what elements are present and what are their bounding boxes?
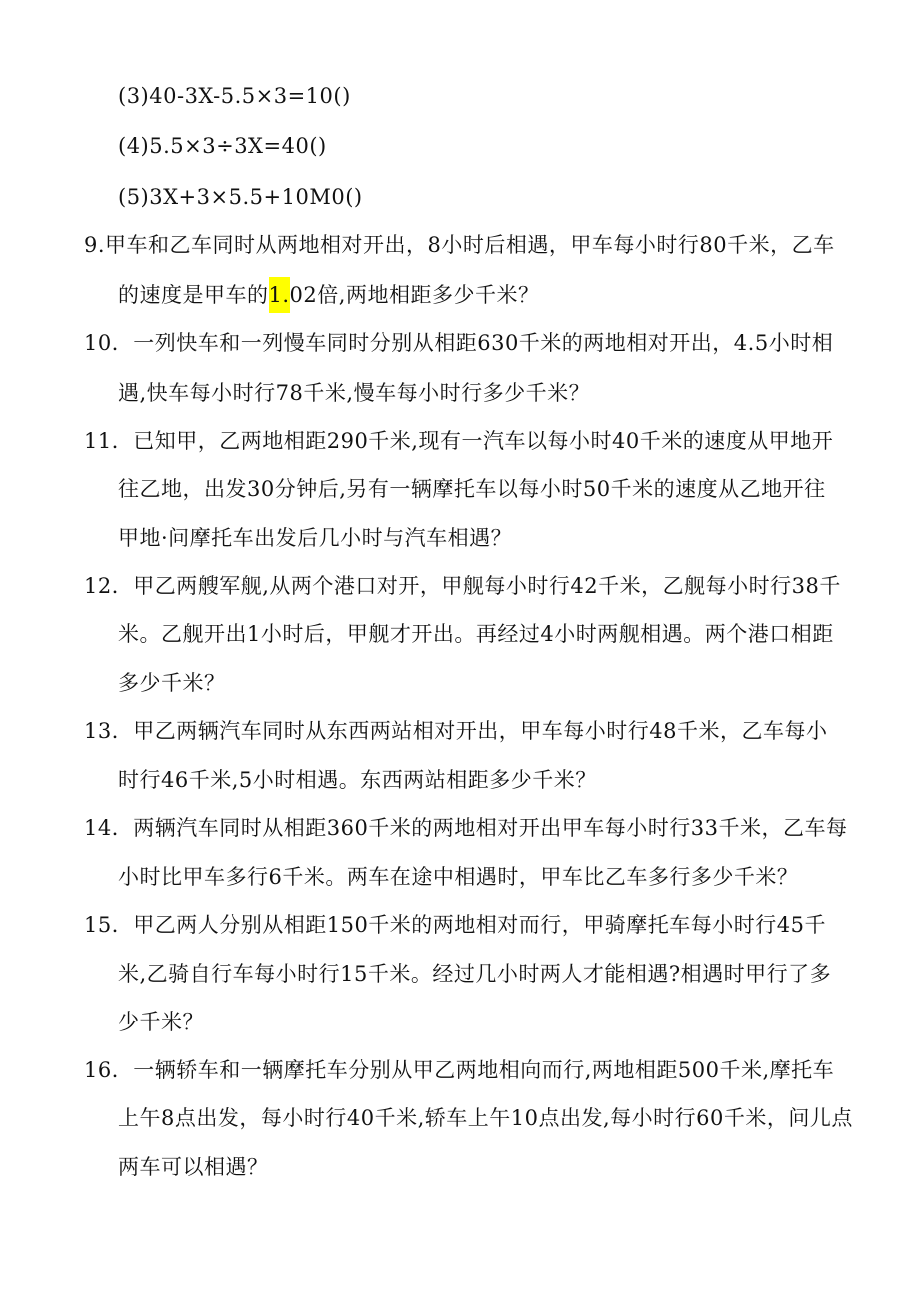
question-11-line-3	[118, 524, 512, 552]
question-16-line-3	[118, 1153, 269, 1181]
sub-item-5-text: (5)3X+3×5.5+10M0()	[118, 185, 363, 209]
question-16-text-2: 上午8点出发，每小时行40千米,轿车上午10点出发,每小时行60千米，问儿点	[118, 1106, 853, 1130]
question-11-line-2	[118, 475, 826, 503]
sub-item-4	[118, 132, 327, 160]
sub-item-3	[118, 82, 351, 110]
sub-item-3-text: (3)40-3X-5.5×3=10()	[118, 84, 351, 108]
question-11-text-2: 往乙地，出发30分钟后,另有一辆摩托车以每小时50千米的速度从乙地开往	[118, 477, 826, 501]
question-16-text-1: 16．一辆轿车和一辆摩托车分别从甲乙两地相向而行,两地相距500千米,摩托车	[84, 1058, 835, 1082]
question-12-text-1: 12．甲乙两艘军舰,从两个港口对开，甲舰每小时行42千米，乙舰每小时行38千	[84, 574, 841, 598]
sub-item-5	[118, 183, 363, 211]
question-10-text-1: 10．一列快车和一列慢车同时分别从相距630千米的两地相对开出，4.5小时相	[84, 331, 834, 355]
question-15-line-2	[118, 960, 831, 988]
question-14-text-1: 14．两辆汽车同时从相距360千米的两地相对开出甲车每小时行33千米，乙车每	[84, 816, 848, 840]
question-15-text-2: 米,乙骑自行车每小时行15千米。经过几小时两人才能相遇?相遇时甲行了多	[118, 962, 832, 986]
question-9-text-1: 9.甲车和乙车同时从两地相对开出，8小时后相遇，甲车每小时行80千米，乙车	[84, 233, 835, 257]
question-10-text-2: 遇,快车每小时行78千米,慢车每小时行多少千米？	[118, 381, 591, 405]
question-11-line-1	[84, 427, 833, 455]
highlighted-number: 1.	[269, 277, 290, 313]
question-15-line-1	[84, 911, 826, 939]
question-9-text-3: 02倍,两地相距多少千米？	[289, 283, 540, 307]
question-15-text-3: 少千米？	[118, 1010, 204, 1034]
question-13-line-2	[118, 766, 597, 794]
question-16-line-2	[118, 1104, 853, 1132]
question-12-text-3: 多少千米？	[118, 671, 226, 695]
question-13-text-2: 时行46千米,5小时相遇。东西两站相距多少千米？	[118, 768, 597, 792]
question-9-text-2: 的速度是甲车的	[118, 283, 269, 307]
question-12-line-3	[118, 669, 226, 697]
question-14-line-2	[118, 863, 798, 891]
question-13-line-1	[84, 717, 827, 745]
question-16-line-1	[84, 1056, 834, 1084]
question-9-line-1	[84, 231, 835, 259]
question-10-line-1	[84, 329, 833, 357]
question-15-text-1: 15．甲乙两人分别从相距150千米的两地相对而行，甲骑摩托车每小时行45千	[84, 913, 827, 937]
question-12-text-2: 米。乙舰开出1小时后，甲舰才开出。再经过4小时两舰相遇。两个港口相距	[118, 622, 834, 646]
question-11-text-1: 11．已知甲，乙两地相距290千米,现有一汽车以每小时40千米的速度从甲地开	[84, 429, 834, 453]
question-14-line-1	[84, 814, 848, 842]
question-15-line-3	[118, 1008, 204, 1036]
question-9-line-2	[118, 281, 539, 309]
question-13-text-1: 13．甲乙两辆汽车同时从东西两站相对开出，甲车每小时行48千米，乙车每小	[84, 719, 828, 743]
question-12-line-2	[118, 620, 834, 648]
question-10-line-2	[118, 379, 590, 407]
question-11-text-3: 甲地·问摩托车出发后几小时与汽车相遇？	[118, 526, 513, 550]
question-12-line-1	[84, 572, 841, 600]
sub-item-4-text: (4)5.5×3÷3X=40()	[118, 134, 327, 158]
question-14-text-2: 小时比甲车多行6千米。两车在途中相遇时，甲车比乙车多行多少千米？	[118, 865, 799, 889]
question-16-text-3: 两车可以相遇？	[118, 1155, 269, 1179]
